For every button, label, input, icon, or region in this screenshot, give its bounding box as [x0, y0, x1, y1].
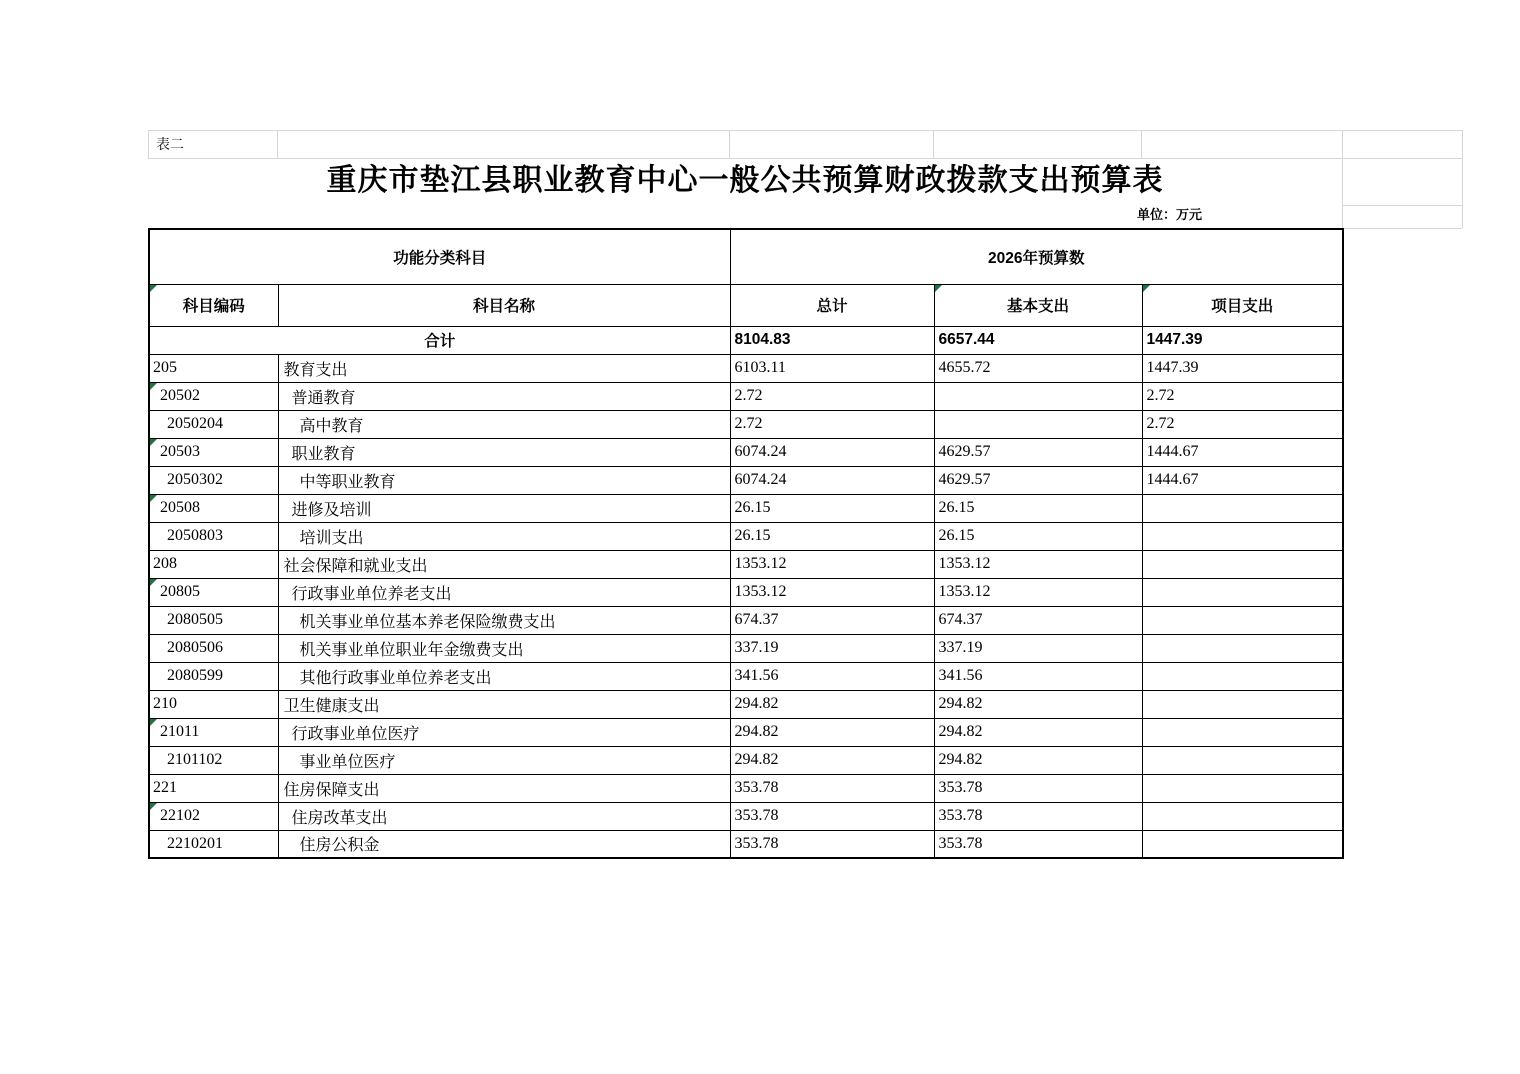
cell-project[interactable] — [1142, 746, 1343, 774]
cell-name[interactable]: 行政事业单位医疗 — [278, 718, 730, 746]
table-row — [149, 774, 1343, 802]
table-header-row-1 — [149, 229, 1343, 284]
cell-basic[interactable]: 294.82 — [934, 690, 1142, 718]
cell-project[interactable] — [1142, 606, 1343, 634]
cell-code[interactable]: 20508 — [149, 494, 278, 522]
error-flag-icon — [150, 383, 157, 390]
cell-project[interactable] — [1142, 578, 1343, 606]
cell-basic[interactable]: 353.78 — [934, 830, 1142, 858]
cell-project[interactable] — [1142, 522, 1343, 550]
cell-name[interactable]: 高中教育 — [278, 410, 730, 438]
cell-total[interactable]: 294.82 — [730, 746, 934, 774]
cell-name[interactable]: 其他行政事业单位养老支出 — [278, 662, 730, 690]
header-name[interactable] — [278, 284, 730, 326]
grid-line — [277, 130, 278, 158]
total-row — [149, 326, 1343, 354]
cell-basic[interactable]: 353.78 — [934, 774, 1142, 802]
grid-line — [933, 130, 934, 158]
table-row — [149, 634, 1343, 662]
cell-project[interactable] — [1142, 662, 1343, 690]
cell-total[interactable]: 353.78 — [730, 802, 934, 830]
table-row — [149, 438, 1343, 466]
cell-name[interactable]: 事业单位医疗 — [278, 746, 730, 774]
table-row — [149, 830, 1343, 858]
cell-project[interactable]: 2.72 — [1142, 410, 1343, 438]
cell-project[interactable] — [1142, 774, 1343, 802]
cell-total[interactable]: 353.78 — [730, 774, 934, 802]
cell-code[interactable]: 221 — [149, 774, 278, 802]
cell-basic[interactable]: 353.78 — [934, 802, 1142, 830]
cell-project[interactable] — [1142, 718, 1343, 746]
header-func-group[interactable]: 功能分类科目 — [149, 229, 730, 284]
total-row-basic[interactable]: 6657.44 — [934, 326, 1142, 354]
cell-code[interactable]: 205 — [149, 354, 278, 382]
cell-project[interactable]: 1447.39 — [1142, 354, 1343, 382]
cell-basic[interactable]: 294.82 — [934, 718, 1142, 746]
cell-code[interactable]: 2050204 — [149, 410, 278, 438]
cell-name[interactable]: 中等职业教育 — [278, 466, 730, 494]
cell-name[interactable]: 住房公积金 — [278, 830, 730, 858]
cell-project[interactable] — [1142, 494, 1343, 522]
cell-code[interactable]: 2080599 — [149, 662, 278, 690]
cell-code[interactable]: 2080505 — [149, 606, 278, 634]
cell-project[interactable] — [1142, 550, 1343, 578]
cell-code[interactable]: 2210201 — [149, 830, 278, 858]
cell-code[interactable]: 2050302 — [149, 466, 278, 494]
cell-basic[interactable] — [934, 410, 1142, 438]
cell-total[interactable]: 341.56 — [730, 662, 934, 690]
error-flag-icon — [1143, 285, 1150, 292]
cell-basic[interactable]: 294.82 — [934, 746, 1142, 774]
cell-project[interactable]: 1444.67 — [1142, 466, 1343, 494]
header-code-label: 科目编码 — [182, 298, 245, 315]
cell-name[interactable]: 普通教育 — [278, 382, 730, 410]
table-row — [149, 522, 1343, 550]
cell-project[interactable] — [1142, 690, 1343, 718]
cell-total[interactable]: 353.78 — [730, 830, 934, 858]
cell-project[interactable] — [1142, 802, 1343, 830]
cell-project[interactable]: 2.72 — [1142, 382, 1343, 410]
cell-code[interactable]: 2101102 — [149, 746, 278, 774]
cell-total[interactable]: 674.37 — [730, 606, 934, 634]
table-row — [149, 382, 1343, 410]
sheet-label: 表二 — [156, 138, 184, 153]
cell-name[interactable]: 职业教育 — [278, 438, 730, 466]
header-project-label: 项目支出 — [1211, 298, 1274, 315]
grid-line — [148, 130, 1462, 131]
header-total-label: 总计 — [816, 298, 848, 315]
cell-basic[interactable]: 1353.12 — [934, 550, 1142, 578]
cell-name[interactable]: 培训支出 — [278, 522, 730, 550]
cell-basic[interactable] — [934, 382, 1142, 410]
cell-name[interactable]: 社会保障和就业支出 — [278, 550, 730, 578]
cell-total[interactable]: 337.19 — [730, 634, 934, 662]
total-row-total[interactable]: 8104.83 — [730, 326, 934, 354]
cell-total[interactable]: 1353.12 — [730, 550, 934, 578]
cell-code[interactable]: 20502 — [149, 382, 278, 410]
cell-basic[interactable]: 4655.72 — [934, 354, 1142, 382]
table-row — [149, 718, 1343, 746]
header-total[interactable] — [730, 284, 934, 326]
table-row — [149, 550, 1343, 578]
cell-basic[interactable]: 26.15 — [934, 494, 1142, 522]
grid-line — [1342, 205, 1462, 206]
error-flag-icon — [150, 803, 157, 810]
header-name-label: 科目名称 — [473, 298, 536, 315]
header-basic-label: 基本支出 — [1007, 298, 1070, 315]
grid-line — [1342, 130, 1343, 228]
table-row — [149, 606, 1343, 634]
cell-basic[interactable]: 341.56 — [934, 662, 1142, 690]
cell-code[interactable]: 20805 — [149, 578, 278, 606]
cell-name[interactable]: 机关事业单位基本养老保险缴费支出 — [278, 606, 730, 634]
cell-basic[interactable]: 4629.57 — [934, 438, 1142, 466]
grid-line — [1342, 228, 1462, 229]
error-flag-icon — [935, 285, 942, 292]
cell-project[interactable]: 1444.67 — [1142, 438, 1343, 466]
cell-name[interactable]: 住房保障支出 — [278, 774, 730, 802]
header-code[interactable] — [149, 284, 278, 326]
cell-total[interactable]: 6074.24 — [730, 466, 934, 494]
table-row — [149, 802, 1343, 830]
error-flag-icon — [150, 495, 157, 502]
grid-line — [1462, 130, 1463, 228]
cell-basic[interactable]: 26.15 — [934, 522, 1142, 550]
cell-basic[interactable]: 674.37 — [934, 606, 1142, 634]
cell-total[interactable]: 2.72 — [730, 382, 934, 410]
error-flag-icon — [150, 439, 157, 446]
table-row — [149, 578, 1343, 606]
cell-basic[interactable]: 337.19 — [934, 634, 1142, 662]
table-row — [149, 746, 1343, 774]
cell-code[interactable]: 208 — [149, 550, 278, 578]
cell-total[interactable]: 6103.11 — [730, 354, 934, 382]
error-flag-icon — [150, 719, 157, 726]
cell-code[interactable]: 22102 — [149, 802, 278, 830]
cell-name[interactable]: 教育支出 — [278, 354, 730, 382]
table-row — [149, 354, 1343, 382]
cell-total[interactable]: 26.15 — [730, 522, 934, 550]
cell-basic[interactable]: 4629.57 — [934, 466, 1142, 494]
cell-name[interactable]: 行政事业单位养老支出 — [278, 578, 730, 606]
header-budget-group[interactable]: 2026年预算数 — [730, 229, 1343, 284]
cell-project[interactable] — [1142, 634, 1343, 662]
table-row — [149, 494, 1343, 522]
total-row-label[interactable]: 合计 — [149, 326, 730, 354]
cell-total[interactable]: 294.82 — [730, 718, 934, 746]
cell-code[interactable]: 210 — [149, 690, 278, 718]
cell-basic[interactable]: 1353.12 — [934, 578, 1142, 606]
unit-label: 单位：万元 — [1137, 207, 1203, 222]
header-project[interactable] — [1142, 284, 1343, 326]
cell-code[interactable]: 2050803 — [149, 522, 278, 550]
budget-table — [148, 228, 1344, 859]
cell-total[interactable]: 6074.24 — [730, 438, 934, 466]
cell-total[interactable]: 26.15 — [730, 494, 934, 522]
cell-name[interactable]: 机关事业单位职业年金缴费支出 — [278, 634, 730, 662]
table-row — [149, 410, 1343, 438]
cell-code[interactable]: 21011 — [149, 718, 278, 746]
total-row-project[interactable]: 1447.39 — [1142, 326, 1343, 354]
header-basic[interactable] — [934, 284, 1142, 326]
cell-name[interactable]: 住房改革支出 — [278, 802, 730, 830]
cell-total[interactable]: 2.72 — [730, 410, 934, 438]
cell-name[interactable]: 卫生健康支出 — [278, 690, 730, 718]
cell-code[interactable]: 20503 — [149, 438, 278, 466]
cell-code[interactable]: 2080506 — [149, 634, 278, 662]
page-title: 重庆市垫江县职业教育中心一般公共预算财政拨款支出预算表 — [326, 164, 1164, 197]
grid-line — [1141, 130, 1142, 158]
grid-line — [148, 130, 149, 158]
table-row — [149, 662, 1343, 690]
table-row — [149, 690, 1343, 718]
cell-name[interactable]: 进修及培训 — [278, 494, 730, 522]
error-flag-icon — [150, 579, 157, 586]
cell-total[interactable]: 294.82 — [730, 690, 934, 718]
error-flag-icon — [150, 285, 157, 292]
grid-line — [729, 130, 730, 158]
table-row — [149, 466, 1343, 494]
cell-project[interactable] — [1142, 830, 1343, 858]
cell-total[interactable]: 1353.12 — [730, 578, 934, 606]
table-header-row-2 — [149, 284, 1343, 326]
